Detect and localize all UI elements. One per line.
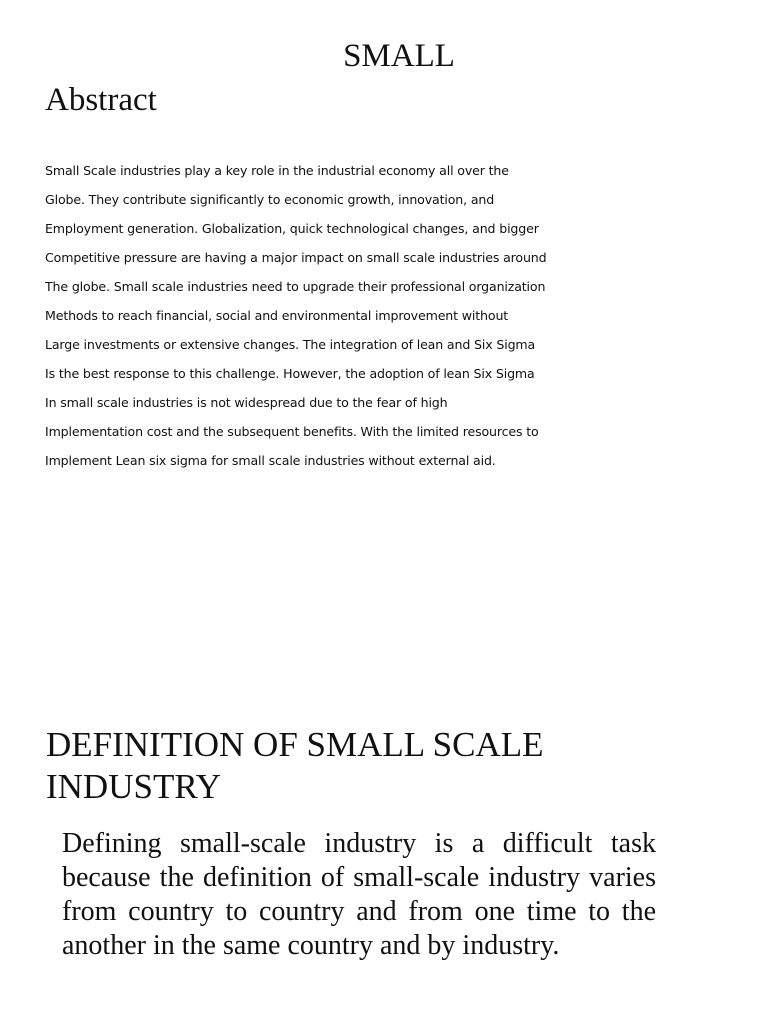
abstract-line: Is the best response to this challenge. However, the adoption of lean Six Sigma: [45, 366, 535, 381]
definition-line: from country to country and from one time to the: [62, 896, 656, 927]
document-title: SMALL: [343, 38, 455, 74]
abstract-line: Small Scale industries play a key role in the industrial economy all over the: [45, 163, 509, 178]
section-heading-line: INDUSTRY: [46, 767, 222, 806]
abstract-line: In small scale industries is not widespread due to the fear of high: [45, 395, 448, 410]
definition-line: another in the same country and by industry.: [62, 930, 560, 961]
definition-paragraph: [62, 827, 656, 963]
abstract-line: The globe. Small scale industries need to upgrade their professional organization: [45, 279, 546, 294]
definition-line: Defining small-scale industry is a difficult task: [62, 828, 656, 859]
definition-line: because the definition of small-scale industry varies: [62, 862, 656, 893]
abstract-line: Competitive pressure are having a major impact on small scale industries around: [45, 250, 547, 265]
abstract-line: Employment generation. Globalization, quick technological changes, and bigger: [45, 221, 539, 236]
abstract-line: Implementation cost and the subsequent benefits. With the limited resources to: [45, 424, 539, 439]
abstract-heading: Abstract: [45, 82, 157, 118]
abstract-line: Globe. They contribute significantly to economic growth, innovation, and: [45, 192, 495, 207]
section-heading-line: DEFINITION OF SMALL SCALE: [46, 725, 544, 764]
section-heading-definition: [46, 724, 646, 808]
abstract-paragraph: [45, 156, 605, 475]
abstract-line: Methods to reach financial, social and environmental improvement without: [45, 308, 509, 323]
abstract-line: Implement Lean six sigma for small scale industries without external aid.: [45, 453, 496, 468]
abstract-line: Large investments or extensive changes. The integration of lean and Six Sigma: [45, 337, 536, 352]
